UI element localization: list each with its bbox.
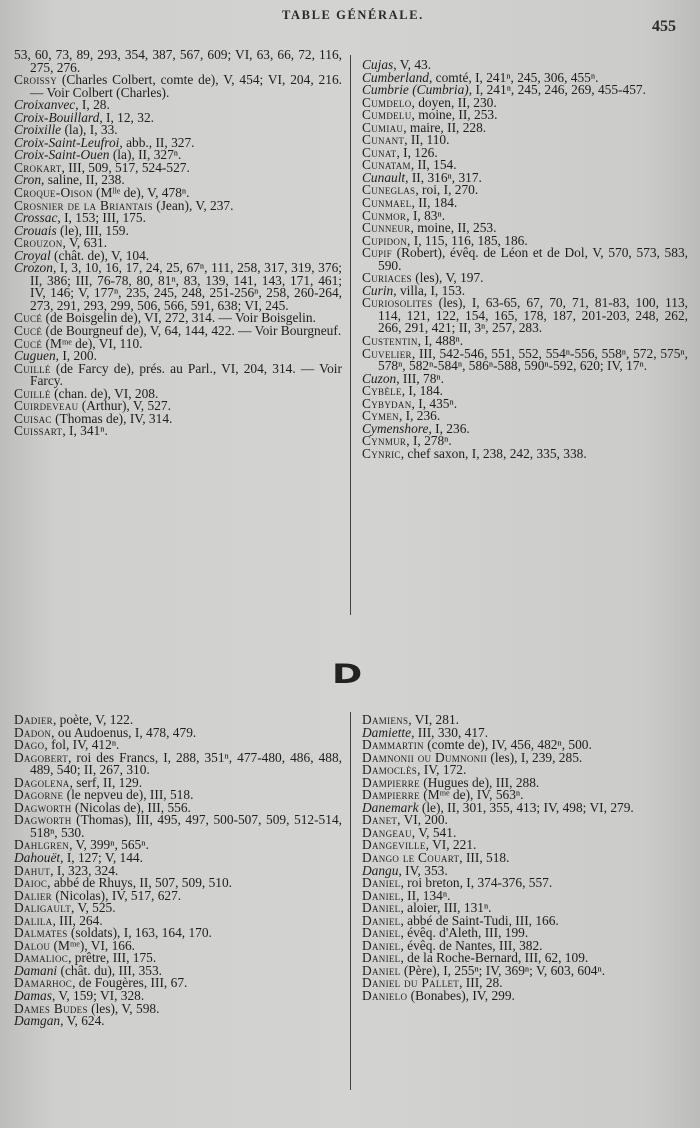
index-entry-heading: Daligault xyxy=(14,900,72,916)
index-entry-heading: Crokart xyxy=(14,159,62,175)
index-entry-heading: Curiosolites xyxy=(362,295,433,311)
index-entry-heading: Cynric xyxy=(362,445,401,461)
index-entry-references: , comté, I, 241ⁿ, 245, 306, 455ⁿ. xyxy=(428,69,599,85)
index-entry-heading: Daioc xyxy=(14,875,48,891)
index-entry-references: , saline, II, 238. xyxy=(41,172,125,188)
index-entry-references: , I, 184. xyxy=(401,383,444,399)
index-entry-heading: Damiette xyxy=(362,724,412,740)
index-entry-references: , I, 3, 10, 16, 17, 24, 25, 67ⁿ, 111, 258, 317, 319, 376; II, 386; III, 76-78, 80, 81ⁿ, 83, 139, 141, 143, 171, 461; IV, 146; V, 177ⁿ, 235, 245, 248, 251-256ⁿ, 258, 260-264, 273, 291, 293, 299, 506, 566, 591, 638; VI, 245. xyxy=(30,260,342,313)
index-entry-references: , IV, 353. xyxy=(398,862,448,878)
index-entry-references: (Hugues de), III, 288. xyxy=(419,774,540,790)
index-entry-references: , I, 127; V, 144. xyxy=(60,850,143,866)
index-entry-references: (Mᵐᵉ), VI, 166. xyxy=(50,937,136,953)
index-entry-heading: Curin xyxy=(362,282,394,298)
index-entry-references: , I, 115, 116, 185, 186. xyxy=(407,232,528,248)
index-entry-references: , I, 236. xyxy=(428,420,470,436)
index-entry-heading: Cumbrie (Cumbria) xyxy=(362,82,469,98)
index-entry-references: , serf, II, 129. xyxy=(69,774,143,790)
index-entry-heading: Cuirdeveau xyxy=(14,398,79,414)
index-entry-heading: Danemark xyxy=(362,799,419,815)
index-entry-heading: Croix-Bouillard xyxy=(14,109,100,125)
index-entry-references: , moine, II, 253. xyxy=(410,220,497,236)
index-entry-references: (les), V, 197. xyxy=(411,270,484,286)
index-entry-references: , moine, II, 253. xyxy=(411,107,498,123)
index-entry-references: (Thomas), III, 495, 497, 500-507, 509, 512-514, 518ⁿ, 530. xyxy=(30,812,342,840)
index-entry-heading: Cunant xyxy=(362,132,405,148)
index-entry-heading: Dagworth xyxy=(14,812,72,828)
index-entry-heading: Daniel xyxy=(362,912,401,928)
index-entry-references: , II, 110. xyxy=(404,132,450,148)
index-entry-heading: Cuguen xyxy=(14,348,56,364)
index-entry-heading: Dadier xyxy=(14,712,53,727)
index-entry-references: , de Fougères, III, 67. xyxy=(72,975,188,991)
index-entry-heading: Cron xyxy=(14,172,42,188)
index-entry-heading: Cuissart xyxy=(14,423,63,439)
index-entry-heading: Croyal xyxy=(14,247,51,263)
index-entry-references: (chan. de), VI, 208. xyxy=(50,385,159,401)
index-entry-heading: Crouzon xyxy=(14,235,63,251)
index-entry-references: , I, 83ⁿ. xyxy=(406,207,446,223)
running-title: TABLE GÉNÉRALE. xyxy=(282,8,424,22)
index-entry-references: (la), II, 327ⁿ. xyxy=(109,147,182,163)
index-column-top-left xyxy=(14,49,342,438)
index-entry-references: , villa, I, 153. xyxy=(393,282,466,298)
index-entry-references: , roi des Francs, I, 288, 351ⁿ, 477-480, 486, 488, 489, 540; II, 267, 310. xyxy=(30,749,342,778)
index-entry-references: , I, 200. xyxy=(55,348,97,364)
index-entry-references: , V, 631. xyxy=(62,235,108,251)
index-entry-heading: Danielo xyxy=(362,988,408,1004)
index-entry-heading: Damoclès xyxy=(362,762,418,778)
index-entry-heading: Dagworth xyxy=(14,799,72,815)
index-entry xyxy=(14,749,342,778)
index-entry-references: , abbé de Rhuys, II, 507, 509, 510. xyxy=(47,875,233,891)
index-entry-heading: Cunault xyxy=(362,169,406,185)
index-entry-heading: Dahut xyxy=(14,862,51,878)
index-entry-heading: Cunmor xyxy=(362,207,407,223)
index-entry-heading: Croix-Saint-Leufroi xyxy=(14,134,120,150)
index-entry-heading: Damarhoc xyxy=(14,975,73,991)
index-entry-heading: Daniel xyxy=(362,950,401,966)
index-entry-references: , I, 236. xyxy=(398,408,441,424)
index-entry-heading: Cuvelier xyxy=(362,345,412,361)
index-entry-heading: Dadon xyxy=(14,724,52,740)
index-entry-heading: Croque-Oison xyxy=(14,185,93,201)
index-entry-heading: Damas xyxy=(14,988,52,1004)
index-entry-references: (les), V, 598. xyxy=(87,1000,160,1016)
index-entry-references: (les), I, 63-65, 67, 70, 71, 81-83, 100, 113, 114, 121, 122, 154, 165, 178, 187, 201-203, 248, 262, 266, 291, 421; II, 3ⁿ, 257, 283. xyxy=(378,295,688,336)
index-entry-references: (soldats), I, 163, 164, 170. xyxy=(67,925,212,941)
index-entry-references: , chef saxon, I, 238, 242, 335, 338. xyxy=(400,445,587,461)
index-entry-references: (de Boisgelin de), VI, 272, 314. — Voir Boisgelin. xyxy=(42,310,316,326)
index-entry-heading: Dagolena xyxy=(14,774,70,790)
index-entry-heading: Cymenshore xyxy=(362,420,429,436)
index-entry-references: (Nicolas de), III, 556. xyxy=(71,799,191,815)
index-entry-heading: Cunatam xyxy=(362,157,411,173)
index-entry-heading: Cumiau xyxy=(362,119,404,135)
index-entry-references: , VI, 221. xyxy=(425,837,477,853)
index-entry-references: (chât. de), V, 104. xyxy=(50,247,150,263)
index-entry-heading: Dampierre xyxy=(362,774,420,790)
index-entry-references: , abbé de Saint-Tudi, III, 166. xyxy=(400,912,559,928)
index-entry-heading: Cybèle xyxy=(362,383,402,399)
index-entry-references: (Mᵐᵉ de), IV, 563ⁿ. xyxy=(419,787,524,803)
index-entry-heading: Cucé xyxy=(14,310,43,326)
index-entry-heading: Dalila xyxy=(14,912,53,928)
index-entry-references: (Bonabes), IV, 299. xyxy=(407,988,515,1004)
index-entry-references: (les), I, 239, 285. xyxy=(487,749,583,765)
index-entry-references: (Mˡˡᵉ de), V, 478ⁿ. xyxy=(92,185,190,201)
index-entry-references: , I, 241ⁿ, 245, 246, 269, 455-457. xyxy=(468,82,646,98)
page-number: 455 xyxy=(652,18,676,35)
index-entry-references: (chât. du), III, 353. xyxy=(57,962,163,978)
index-entry-heading: Daniel xyxy=(362,937,401,953)
index-entry-references: , maire, II, 228. xyxy=(403,119,487,135)
index-entry xyxy=(362,345,688,374)
index-entry-heading: Cuzon xyxy=(362,370,397,386)
index-entry-heading: Croixille xyxy=(14,122,62,138)
index-entry-references: (de Farcy de), prés. au Parl., VI, 204, 314. — Voir Farcy. xyxy=(30,360,342,389)
index-entry-references: 53, 60, 73, 89, 293, 354, 387, 567, 609; VI, 63, 66, 72, 116, 275, 276. xyxy=(14,47,342,75)
index-entry-heading: Cynmur xyxy=(362,433,407,449)
index-entry xyxy=(362,990,688,1003)
index-entry-references: (le), II, 301, 355, 413; IV, 498; VI, 279. xyxy=(418,799,634,815)
index-entry-heading: Cucé xyxy=(14,323,43,339)
index-entry-references: , I, 435ⁿ. xyxy=(411,395,458,411)
index-entry-heading: Daniel du Pallet xyxy=(362,975,460,991)
index-entry-heading: Custentin xyxy=(362,333,418,349)
index-entry-references: , III, 28. xyxy=(459,975,503,991)
index-entry-heading: Cupidon xyxy=(362,232,408,248)
index-entry-heading: Cuillé xyxy=(14,385,51,401)
index-entry-heading: Cupif xyxy=(362,245,392,261)
index-entry-references: , poète, V, 122. xyxy=(52,712,134,727)
section-letter-heading: D xyxy=(332,659,363,690)
index-entry-heading: Daniel xyxy=(362,875,401,891)
index-entry-references: , V, 624. xyxy=(60,1013,105,1029)
index-entry-references: , VI, 281. xyxy=(408,712,459,727)
index-entry-heading: Dames Budes xyxy=(14,1000,88,1016)
index-entry-references: , fol, IV, 412ⁿ. xyxy=(44,737,120,753)
index-entry-references: , II, 184. xyxy=(411,195,458,211)
index-entry-heading: Daniel xyxy=(362,962,401,978)
index-entry-references: , II, 316ⁿ, 317. xyxy=(405,169,482,185)
index-entry-references: , roi, I, 270. xyxy=(415,182,479,198)
index-entry-references: , II, 134ⁿ. xyxy=(400,887,451,903)
index-entry-heading: Cumdelu xyxy=(362,107,412,123)
index-entry-references: , abb., II, 327. xyxy=(119,134,195,150)
index-entry-heading: Cuneglas xyxy=(362,182,416,198)
index-entry-references: , III, 78ⁿ. xyxy=(396,370,444,386)
index-entry-references: (Charles Colbert, comte de), V, 454; VI, 204, 216. — Voir Colbert (Charles). xyxy=(30,72,342,100)
index-entry-heading: Dagorne xyxy=(14,787,64,803)
index-entry-heading: Cujas xyxy=(362,57,394,72)
index-entry-heading: Crossac xyxy=(14,210,58,226)
index-column-top-right xyxy=(362,59,688,461)
index-entry-references: , prêtre, III, 175. xyxy=(68,950,157,966)
index-entry-heading: Dangu xyxy=(362,862,399,878)
index-entry-references: , de la Roche-Bernard, III, 62, 109. xyxy=(400,950,589,966)
index-entry-references: , III, 509, 517, 524-527. xyxy=(61,159,190,175)
index-entry-heading: Dalou xyxy=(14,937,51,953)
index-entry-references: , I, 488ⁿ. xyxy=(417,333,464,349)
index-entry-heading: Cunat xyxy=(362,144,397,160)
column-divider-bottom xyxy=(350,712,351,1090)
column-divider-top xyxy=(350,55,351,615)
index-entry-heading: Damiens xyxy=(362,712,409,727)
index-entry-references: , évêq. de Nantes, III, 382. xyxy=(400,937,543,953)
index-entry-heading: Crozon xyxy=(14,260,53,276)
index-entry-references: , I, 323, 324. xyxy=(50,862,119,878)
index-entry-references: , I, 28. xyxy=(75,97,110,113)
index-entry xyxy=(14,74,342,99)
index-entry xyxy=(14,814,342,839)
index-entry xyxy=(362,445,688,461)
index-entry-heading: Croixanvec xyxy=(14,97,76,113)
index-entry-references: (de Bourgneuf de), V, 64, 144, 422. — Voir Bourgneuf. xyxy=(42,323,342,339)
index-entry-references: , évêq. d'Aleth, III, 199. xyxy=(400,925,529,941)
index-entry-heading: Damgan xyxy=(14,1013,61,1029)
index-entry xyxy=(14,1015,342,1028)
index-entry-references: , aloier, III, 131ⁿ. xyxy=(400,900,492,916)
index-entry xyxy=(14,49,342,74)
index-entry-heading: Dango le Couart xyxy=(362,850,460,866)
index-entry-heading: Dahouët xyxy=(14,850,61,866)
index-entry-references: , doyen, II, 230. xyxy=(411,94,497,110)
index-entry-heading: Cunneur xyxy=(362,220,411,236)
index-entry-references: , I, 12, 32. xyxy=(99,109,154,125)
index-entry xyxy=(362,247,688,272)
index-entry-heading: Croix-Saint-Ouen xyxy=(14,147,110,163)
index-entry-heading: Curiaces xyxy=(362,270,412,286)
index-entry-references: , IV, 172. xyxy=(417,762,467,778)
index-entry-references: (la), I, 33. xyxy=(61,122,118,138)
index-entry-heading: Dahlgren xyxy=(14,837,70,853)
index-entry-references: , III, 518. xyxy=(459,850,510,866)
index-entry-heading: Daniel xyxy=(362,925,401,941)
index-entry-heading: Cumdelo xyxy=(362,94,412,110)
index-entry-references: , roi breton, I, 374-376, 557. xyxy=(400,875,553,891)
index-entry-references: , V, 525. xyxy=(71,900,116,916)
index-entry-references: (Thomas de), IV, 314. xyxy=(51,410,173,426)
index-entry-heading: Cymen xyxy=(362,408,399,424)
index-entry-references: (Mᵐᵉ de), VI, 110. xyxy=(42,335,143,351)
index-entry-references: (le), III, 159. xyxy=(56,222,129,238)
index-entry-references: , I, 153; III, 175. xyxy=(57,210,146,226)
index-entry-references: , III, 330, 417. xyxy=(411,724,489,740)
index-entry-heading: Crosnier de la Briantais xyxy=(14,197,153,213)
index-entry-heading: Dagobert xyxy=(14,749,69,765)
index-entry-references: , I, 126. xyxy=(396,144,438,160)
index-entry-references: , III, 542-546, 551, 552, 554ⁿ-556, 558ⁿ, 572, 575ⁿ, 578ⁿ, 582ⁿ-584ⁿ, 586ⁿ-588, 590ⁿ-592, 620; IV, 17ⁿ. xyxy=(378,345,688,374)
index-entry xyxy=(14,262,342,312)
index-entry-references: , III, 264. xyxy=(52,912,103,928)
index-entry-heading: Danet xyxy=(362,812,398,828)
index-entry-references: , V, 541. xyxy=(411,824,457,840)
index-entry-references: , VI, 200. xyxy=(397,812,448,828)
index-entry-heading: Dampierre xyxy=(362,787,420,803)
index-entry-heading: Crouais xyxy=(14,222,57,238)
index-entry-heading: Croissy xyxy=(14,72,58,88)
index-entry-heading: Dangeau xyxy=(362,824,412,840)
index-entry-references: (comte de), IV, 456, 482ⁿ, 500. xyxy=(423,737,592,753)
index-entry-heading: Cucé xyxy=(14,335,43,351)
index-entry-heading: Damalioc xyxy=(14,950,69,966)
index-entry-references: (le nepveu de), III, 518. xyxy=(63,787,194,803)
index-entry-heading: Daniel xyxy=(362,887,401,903)
index-entry-heading: Daniel xyxy=(362,900,401,916)
index-entry-heading: Damnonii ou Dumnonii xyxy=(362,749,488,765)
index-entry-heading: Damani xyxy=(14,962,58,978)
index-entry-references: , V, 43. xyxy=(393,57,432,72)
index-entry-references: (Robert), évêq. de Léon et de Dol, V, 570, 573, 583, 590. xyxy=(378,245,688,273)
index-entry-heading: Cuisac xyxy=(14,410,52,426)
index-column-bottom-right xyxy=(362,714,688,1003)
index-entry-references: (Jean), V, 237. xyxy=(152,197,234,213)
index-entry-references: (Arthur), V, 527. xyxy=(78,398,171,414)
index-entry xyxy=(14,425,342,438)
index-entry-heading: Dago xyxy=(14,737,45,753)
index-entry-heading: Cumberland xyxy=(362,69,429,85)
index-entry-references: , I, 341ⁿ. xyxy=(62,423,108,439)
index-entry-references: , V, 399ⁿ, 565ⁿ. xyxy=(69,837,149,853)
index-column-bottom-left xyxy=(14,714,342,1028)
index-entry-heading: Cunmael xyxy=(362,195,412,211)
index-entry-references: , ou Audoenus, I, 478, 479. xyxy=(51,724,197,740)
index-entry-heading: Dammartin xyxy=(362,737,424,753)
index-entry-references: (Nicolas), IV, 517, 627. xyxy=(51,887,182,903)
index-entry-heading: Dalmates xyxy=(14,925,68,941)
index-entry-heading: Dangeville xyxy=(362,837,426,853)
index-entry-heading: Cuillé xyxy=(14,360,51,376)
index-entry-references: , V, 159; VI, 328. xyxy=(51,988,145,1004)
index-entry xyxy=(14,360,342,389)
index-entry-references: (Père), I, 255ⁿ; IV, 369ⁿ; V, 603, 604ⁿ. xyxy=(400,962,606,978)
index-entry-heading: Dalier xyxy=(14,887,52,903)
index-entry-references: , II, 154. xyxy=(410,157,457,173)
index-entry-references: , I, 278ⁿ. xyxy=(406,433,452,449)
index-entry xyxy=(362,297,688,335)
index-entry-heading: Cybydan xyxy=(362,395,412,411)
